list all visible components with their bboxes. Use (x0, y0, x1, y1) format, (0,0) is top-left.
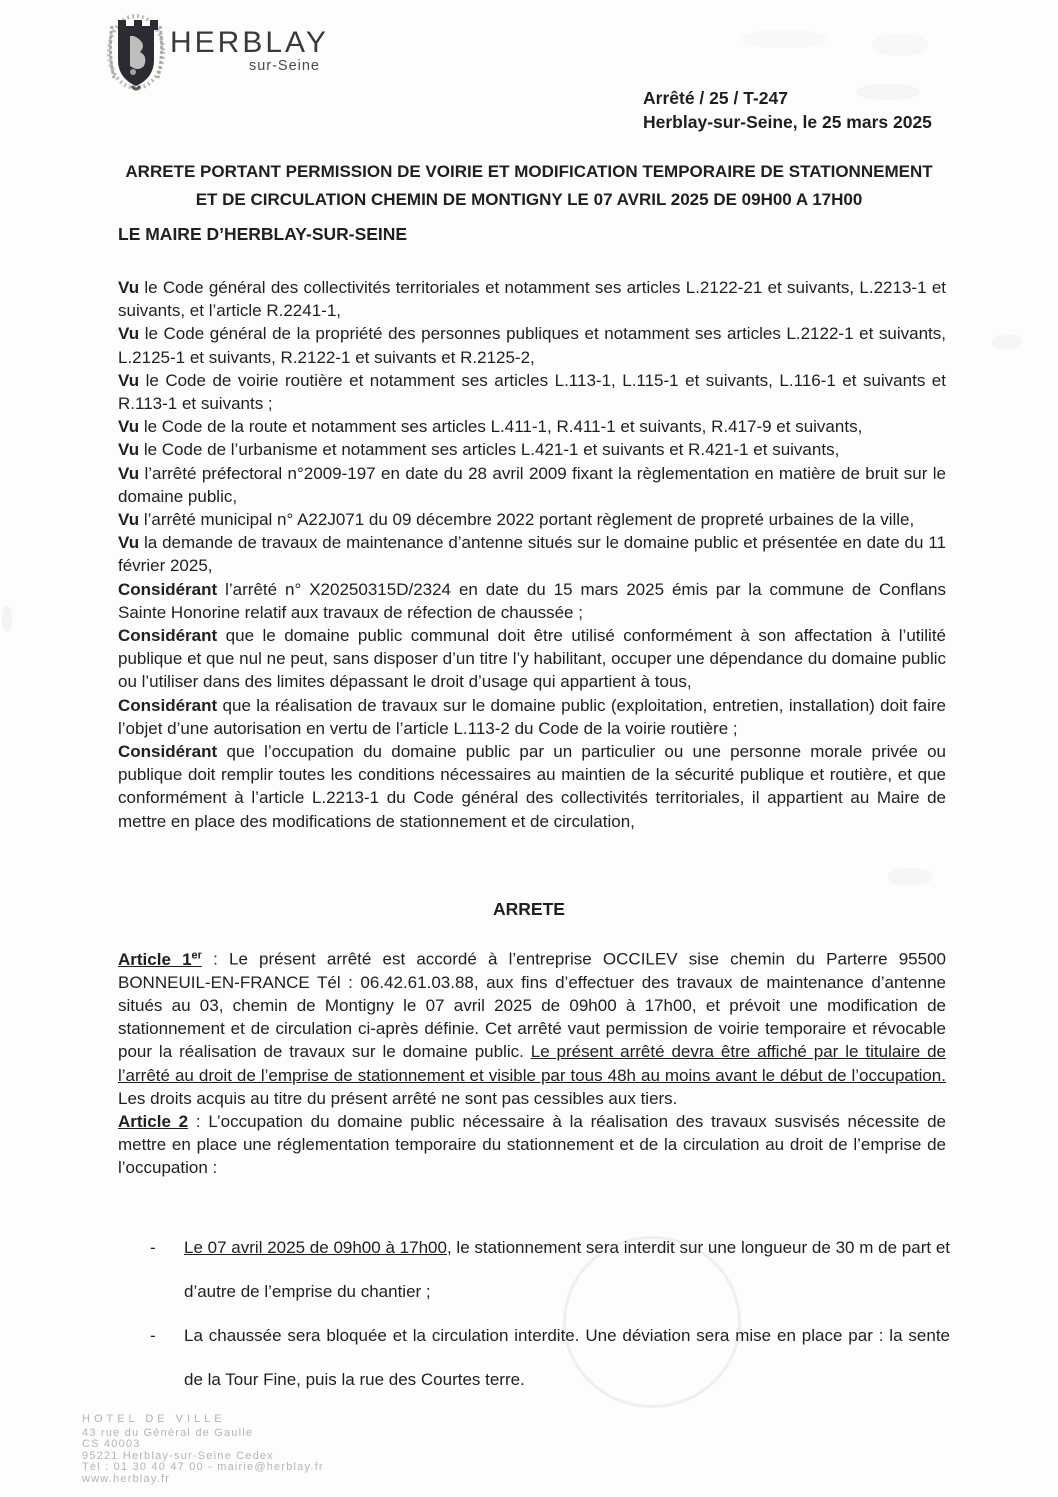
recital-text: l’arrêté n° X20250315D/2324 en date du 15 mars 2025 émis par la commune de Conflans Sainte Honorine relatif aux travaux de réfection de chaussée ; (118, 579, 946, 622)
footer-line-3: CS 40003 (82, 1438, 141, 1450)
recital-lead-word: Considérant (118, 626, 218, 646)
scan-artifact (2, 606, 12, 632)
issuing-authority: LE MAIRE D’HERBLAY-SUR-SEINE (118, 224, 408, 244)
footer-line-1: HOTEL DE VILLE (82, 1413, 226, 1425)
scan-artifact (872, 34, 928, 56)
scan-artifact (742, 30, 826, 48)
document-title-line1: ARRETE PORTANT PERMISSION DE VOIRIE ET MODIFICATION TEMPORAIRE DE STATIONNEMENT (125, 162, 933, 181)
recital-text: le Code de voirie routière et notamment ses articles L.113-1, L.115-1 et suivants, L.116-1 et suivants et R.113-1 et suivants ; (118, 370, 946, 414)
recital-3 (118, 369, 946, 415)
recital-2 (118, 322, 946, 368)
recital-text: que la réalisation de travaux sur le domaine public (exploitation, entretien, installation) doit faire l’objet d’une autorisation en vertu de l’article L.113-2 du Code de la voirie routière ; (118, 695, 946, 738)
bullet-rest-text: , le stationnement sera interdit sur une longueur de 30 m de part et d’autre de l’emprise du chantier ; (184, 1238, 951, 1301)
recital-lead-word: Considérant (118, 742, 218, 762)
recital-text: le Code de l’urbanisme et notamment ses articles L.421-1 et suivants et R.421-1 et suivants, (139, 440, 840, 460)
recital-lead-word: Vu (118, 463, 140, 483)
recital-11 (118, 694, 946, 740)
decree-reference: Arrêté / 25 / T-247 (643, 88, 788, 108)
bullet-underlined-phrase: Le 07 avril 2025 de 09h00 à 17h00 (184, 1238, 447, 1257)
recital-7 (118, 508, 946, 531)
recital-9 (118, 578, 946, 624)
article-1-underlined-clause: Le présent arrêté devra être affiché par le titulaire de l’arrêté au droit de l’emprise de stationnement et visible par tous 48h au moins avant le début de l’occupation. (118, 1042, 946, 1085)
city-logo-wordmark: HERBLAY (170, 26, 329, 59)
town-hall-footer (82, 1414, 324, 1485)
place-and-date: Herblay-sur-Seine, le 25 mars 2025 (643, 112, 932, 132)
recital-text: que l’occupation du domaine public par un particulier ou une personne morale privée ou publique doit remplir toutes les conditions nécessaires au maintien de la sécurité publique et routière, et que conformément à l’article L.2213-1 du Code général des collectivités territoriales, il appartient au Maire de mettre en place des modifications de stationnement et de circulation, (118, 742, 946, 831)
article-2-label: Article 2 (118, 1112, 189, 1132)
article-1-label: Article 1er (118, 949, 202, 969)
bullet-dash-marker: - (150, 1326, 156, 1345)
bullet-text (184, 1226, 950, 1314)
recital-5 (118, 438, 946, 461)
arrete-heading: ARRETE (493, 899, 565, 919)
recital-text: l’arrêté municipal n° A22J071 du 09 décembre 2022 portant règlement de propreté urbaines de la ville, (139, 510, 915, 530)
article-1-body-2: Les droits acquis au titre du présent arrêté ne sont pas cessibles aux tiers. (118, 1088, 678, 1108)
recital-text: le Code de la route et notamment ses articles L.411-1, R.411-1 et suivants, R.417-9 et suivants, (139, 417, 863, 437)
recital-8 (118, 531, 946, 577)
article-1-label-superscript: er (191, 949, 202, 961)
recital-text: que le domaine public communal doit être utilisé conformément à son affectation à l’utilité publique et que nul ne peut, sans disposer d’un titre l’y habilitant, occuper une dépendance du domaine public ou l’utiliser dans des limites dépassant le droit d’usage qui appartient à tous, (118, 626, 946, 692)
regulation-bullet-list (150, 1226, 950, 1402)
bullet-item-1 (150, 1226, 950, 1314)
recital-lead-word: Vu (118, 440, 140, 460)
recital-lead-word: Considérant (118, 695, 218, 715)
recital-lead-word: Vu (118, 417, 140, 437)
document-title-line2: ET DE CIRCULATION CHEMIN DE MONTIGNY LE 07 AVRIL 2025 DE 09H00 A 17H00 (195, 190, 863, 209)
recital-lead-word: Vu (118, 324, 140, 344)
article-1-body-1: : Le présent arrêté est accordé à l’entreprise OCCILEV sise chemin du Parterre 95500 BONNEUIL-EN-FRANCE Tél : 06.42.61.03.88, aux fins d’effectuer des travaux de maintenance d’antenne situés au 03, chemin de Montigny le 07 avril 2025 de 09h00 à 17h00, et prévoit une modification de stationnement et de circulation ci-après définie. Cet arrêté vaut permission de voirie temporaire et révocable pour la réalisation de travaux sur le domaine public. (118, 949, 946, 1062)
recital-text: l’arrêté préfectoral n°2009-197 en date du 28 avril 2009 fixant la règlementation en matière de bruit sur le domaine public, (118, 463, 946, 506)
articles-section (118, 944, 946, 1180)
bullet-dash-marker: - (150, 1238, 156, 1257)
reference-block (643, 86, 932, 134)
article-1 (118, 944, 946, 1110)
bullet-item-2 (150, 1314, 950, 1402)
recital-lead-word: Vu (118, 533, 140, 553)
city-logo-subtitle: sur-Seine (248, 58, 320, 74)
recitals-section (118, 276, 946, 833)
footer-line-2: 43 rue du Général de Gaulle (82, 1426, 254, 1439)
scan-artifact (992, 334, 1022, 350)
recital-lead-word: Considérant (118, 579, 218, 599)
bullet-rest-text: La chaussée sera bloquée et la circulation interdite. Une déviation sera mise en place par : la sente de la Tour Fine, puis la rue des Courtes terre. (184, 1326, 950, 1389)
recital-lead-word: Vu (118, 278, 140, 297)
recital-1 (118, 276, 946, 322)
footer-line-6: www.herblay.fr (82, 1472, 171, 1485)
recital-6 (118, 462, 946, 508)
recital-text: la demande de travaux de maintenance d’antenne situés sur le domaine public et présentée en date du 11 février 2025, (118, 533, 946, 576)
document-title (64, 158, 994, 214)
city-crest-icon (106, 12, 166, 94)
bullet-text (184, 1314, 950, 1402)
footer-line-5: Tél : 01 30 40 47 00 - mairie@herblay.fr (82, 1461, 324, 1473)
article-2 (118, 1110, 946, 1180)
footer-line-4: 95221 Herblay-sur-Seine Cedex (82, 1449, 274, 1462)
article-2-body: : L’occupation du domaine public nécessaire à la réalisation des travaux susvisés nécessite de mettre en place une réglementation temporaire du stationnement et de la circulation au droit de l’emprise de l’occupation : (118, 1112, 946, 1178)
recital-text: le Code général des collectivités territoriales et notamment ses articles L.2122-21 et suivants, L.2213-1 et suivants, et l’article R.2241-1, (118, 278, 946, 321)
recital-12 (118, 740, 946, 833)
recital-4 (118, 415, 946, 438)
scan-artifact (888, 868, 932, 886)
recital-lead-word: Vu (118, 510, 140, 530)
recital-text: le Code général de la propriété des personnes publiques et notamment ses articles L.2122-1 et suivants, L.2125-1 et suivants, R.2122-1 et suivants et R.2125-2, (118, 324, 946, 367)
recital-lead-word: Vu (118, 370, 140, 390)
recital-10 (118, 624, 946, 694)
